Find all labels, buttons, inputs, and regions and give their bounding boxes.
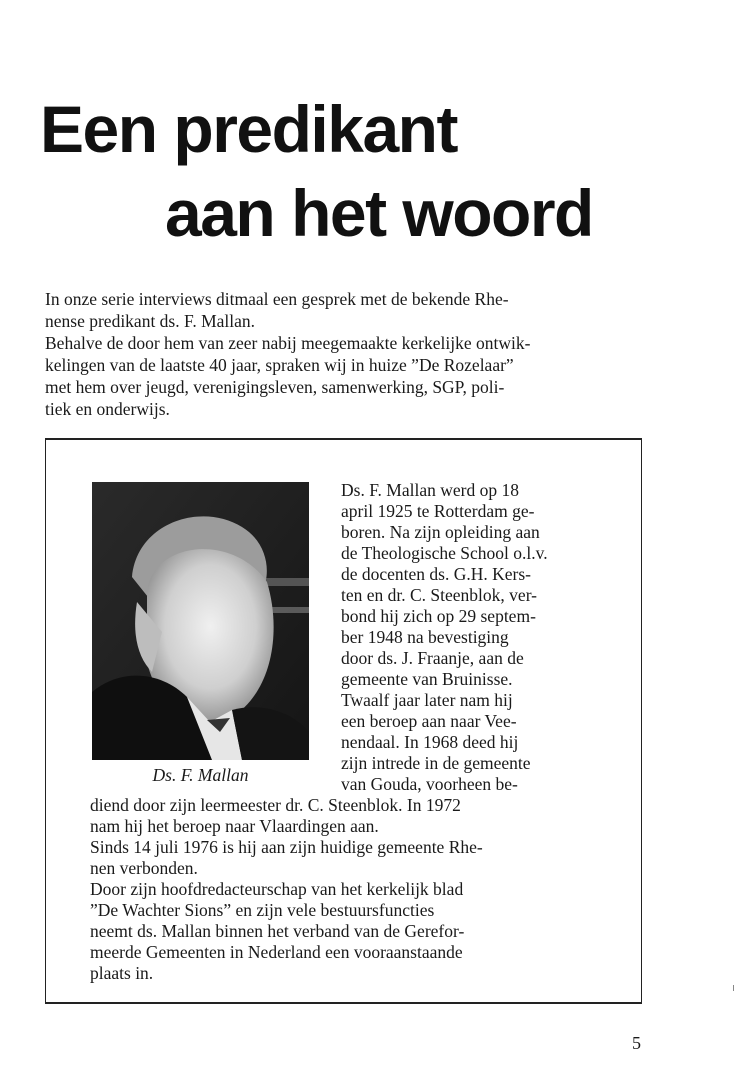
intro-line: tiek en onderwijs. (45, 399, 170, 419)
bio-line: Twaalf jaar later nam hij (341, 690, 513, 710)
bio-line: april 1925 te Rotterdam ge- (341, 501, 535, 521)
bio-line: plaats in. (90, 963, 154, 983)
bio-line: Sinds 14 juli 1976 is hij aan zijn huidige gemeente Rhe- (90, 837, 483, 857)
scan-edge-mark (733, 985, 734, 991)
page-number: 5 (632, 1033, 641, 1053)
bio-line: Door zijn hoofdredacteurschap van het kerkelijk blad (90, 879, 464, 899)
bio-line: gemeente van Bruinisse. (341, 669, 513, 689)
bio-line: van Gouda, voorheen be- (341, 774, 518, 794)
portrait-image (92, 482, 309, 760)
bio-box-top-rule (45, 438, 642, 440)
intro-line: met hem over jeugd, verenigingsleven, samenwerking, SGP, poli- (45, 377, 505, 397)
intro-line: kelingen van de laatste 40 jaar, spraken wij in huize ”De Rozelaar” (45, 355, 514, 375)
bio-line: bond hij zich op 29 septem- (341, 606, 536, 626)
bio-line: ten en dr. C. Steenblok, ver- (341, 585, 537, 605)
intro-line: nense predikant ds. F. Mallan. (45, 311, 256, 331)
bio-line: boren. Na zijn opleiding aan (341, 522, 540, 542)
bio-line: meerde Gemeenten in Nederland een vooraanstaande (90, 942, 463, 962)
article-title-line-2: aan het woord (165, 176, 593, 250)
bio-line: ”De Wachter Sions” en zijn vele bestuursfuncties (90, 900, 435, 920)
bio-line: ber 1948 na bevestiging (341, 627, 509, 647)
portrait-photo (92, 482, 309, 760)
bio-line: Ds. F. Mallan werd op 18 (341, 480, 519, 500)
intro-line: In onze serie interviews ditmaal een gesprek met de bekende Rhe- (45, 289, 509, 309)
bio-line: zijn intrede in de gemeente (341, 753, 531, 773)
bio-line: de docenten ds. G.H. Kers- (341, 564, 532, 584)
bio-line: neemt ds. Mallan binnen het verband van de Gerefor- (90, 921, 465, 941)
bio-line: een beroep aan naar Vee- (341, 711, 517, 731)
intro-line: Behalve de door hem van zeer nabij meegemaakte kerkelijke ontwik- (45, 333, 531, 353)
bio-line: nen verbonden. (90, 858, 198, 878)
bio-line: diend door zijn leermeester dr. C. Steenblok. In 1972 (90, 795, 461, 815)
bio-line: door ds. J. Fraanje, aan de (341, 648, 524, 668)
bio-line: nendaal. In 1968 deed hij (341, 732, 519, 752)
photo-caption: Ds. F. Mallan (152, 765, 249, 785)
bio-line: de Theologische School o.l.v. (341, 543, 548, 563)
article-title-line-1: Een predikant (40, 92, 457, 166)
bio-line: nam hij het beroep naar Vlaardingen aan. (90, 816, 379, 836)
